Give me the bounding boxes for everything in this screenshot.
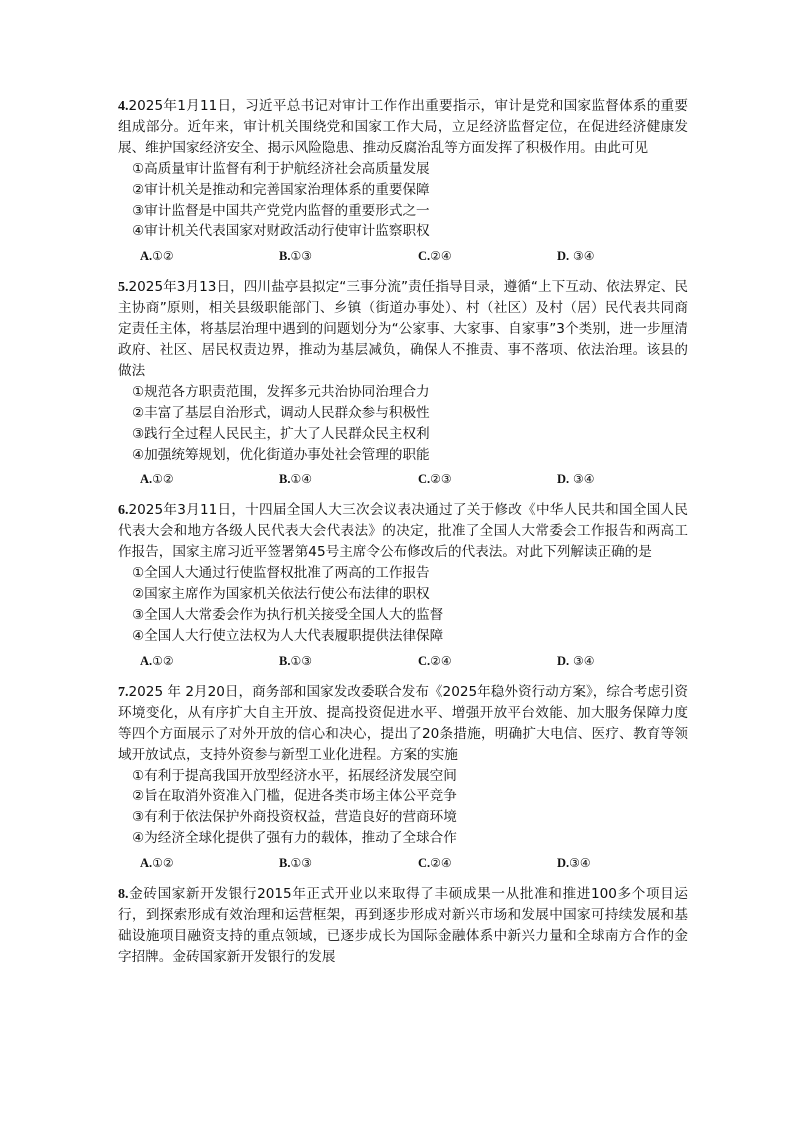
statement-item: ③践行全过程人民民主，扩大了人民群众民主权利 <box>132 425 430 442</box>
statement-item: ④加强统筹规划，优化街道办事处社会管理的职能 <box>132 446 430 463</box>
statement-item: ④全国人大行使立法权为人大代表履职提供法律保障 <box>132 627 444 644</box>
question-4 <box>118 96 688 267</box>
choice-a[interactable]: A.①② <box>140 472 174 487</box>
statement-item: ④审计机关代表国家对财政活动行使审计监察职权 <box>132 223 430 240</box>
choice-d[interactable]: D. ③④ <box>557 653 595 668</box>
question-text: 2025年1月11日，习近平总书记对审计工作作出重要指示，审计是党和国家监督体系的重要组成部分。近年来，审计机关围绕党和国家工作大局，立足经济监督定位，在促进经济健康发展、维护国家经济安全、揭示风险隐患、推动反腐治乱等方面发挥了积极作用。由此可见 <box>118 98 688 156</box>
statement-item: ①全国人大通过行使监督权批准了两高的工作报告 <box>132 565 430 582</box>
choice-a[interactable]: A.①② <box>140 249 174 264</box>
statement-list <box>118 159 688 242</box>
question-stem <box>118 884 688 968</box>
choice-b[interactable]: B.①③ <box>279 653 312 668</box>
statement-item: ③审计监督是中国共产党党内监督的重要形式之一 <box>132 202 430 219</box>
statement-item: ③全国人大常委会作为执行机关接受全国人大的监督 <box>132 606 444 623</box>
question-text: 2025 年 2月20日，商务部和国家发改委联合发布《2025年稳外资行动方案》，综合考虑引资环境变化，从有序扩大自主开放、提高投资促进水平、增强开放平台效能、加大服务保障力度等四个方面展示了对外开放的信心和决心，提出了20条措施，明确扩大电信、医疗、教育等领域开放试点，支持外资参与新型工业化进程。方案的实施 <box>118 683 688 763</box>
answer-choices <box>118 469 688 490</box>
statement-item: ①规范各方职责范围，发挥多元共治协同治理合力 <box>132 384 430 401</box>
choice-c[interactable]: C.②③ <box>418 472 452 487</box>
answer-choices <box>118 853 688 874</box>
choice-b[interactable]: B.①③ <box>279 855 312 870</box>
question-5 <box>118 277 688 490</box>
question-stem <box>118 682 688 766</box>
question-stem <box>118 500 688 563</box>
question-stem <box>118 96 688 159</box>
choice-d[interactable]: D. ③④ <box>557 472 595 487</box>
statement-item: ①高质量审计监督有利于护航经济社会高质量发展 <box>132 161 430 177</box>
statement-list <box>118 563 688 646</box>
statement-item: ②国家主席作为国家机关依法行使公布法律的职权 <box>132 586 430 603</box>
statement-item: ②丰富了基层自治形式，调动人民群众参与积极性 <box>132 404 430 421</box>
statement-item: ②审计机关是推动和完善国家治理体系的重要保障 <box>132 181 430 198</box>
question-number: 4. <box>118 99 129 114</box>
question-8 <box>118 884 688 968</box>
choice-d[interactable]: D.③④ <box>557 855 591 870</box>
question-number: 5. <box>118 280 129 296</box>
choice-b[interactable]: B.①③ <box>279 249 312 264</box>
choice-c[interactable]: C.②④ <box>418 855 452 870</box>
statement-item: ③有利于依法保护外商投资权益，营造良好的营商环境 <box>132 809 457 826</box>
question-7 <box>118 682 688 874</box>
choice-c[interactable]: C.②④ <box>418 249 452 264</box>
question-number: 6. <box>118 503 129 519</box>
choice-c[interactable]: C.②④ <box>418 653 452 668</box>
statement-list <box>118 766 688 849</box>
answer-choices <box>118 651 688 672</box>
choice-b[interactable]: B.①④ <box>279 472 312 487</box>
question-text: 金砖国家新开发银行2015年正式开业以来取得了丰硕成果一从批准和推进100多个项目运行，到探索形成有效治理和运营框架，再到逐步形成对新兴市场和发展中国家可持续发展和基础设施项目融资支持的重点领域，已逐步成长为国际金融体系中新兴力量和全球南方合作的金字招牌。金砖国家新开发银行的发展 <box>118 885 688 965</box>
choice-d[interactable]: D. ③④ <box>557 249 595 264</box>
choice-a[interactable]: A.①② <box>140 653 174 668</box>
statement-item: ①有利于提高我国开放型经济水平，拓展经济发展空间 <box>132 767 457 784</box>
choice-a[interactable]: A.①② <box>140 855 174 870</box>
exam-page <box>118 96 688 978</box>
question-stem <box>118 277 688 382</box>
answer-choices <box>118 246 688 267</box>
statement-item: ②旨在取消外资准入门槛，促进各类市场主体公平竞争 <box>132 788 457 805</box>
statement-item: ④为经济全球化提供了强有力的载体，推动了全球合作 <box>132 829 457 846</box>
question-6 <box>118 500 688 671</box>
question-number: 7. <box>118 684 129 700</box>
question-text: 2025年3月13日，四川盐亭县拟定“三事分流”责任指导目录，遵循“上下互动、依法界定、民主协商”原则，相关县级职能部门、乡镇（街道办事处）、村（社区）及村（居）民代表共同商定责任主体，将基层治理中遇到的问题划分为“公家事、大家事、自家事”3个类别，进一步厘清政府、社区、居民权责边界，推动为基层减负，确保人不推责、事不落项、依法治理。该县的做法 <box>118 279 688 380</box>
question-text: 2025年3月11日，十四届全国人大三次会议表决通过了关于修改《中华人民共和国全国人民代表大会和地方各级人民代表大会代表法》的决定，批准了全国人大常委会工作报告和两高工作报告，国家主席习近平签署第45号主席令公布修改后的代表法。对此下列解读正确的是 <box>118 502 688 561</box>
question-number: 8. <box>118 886 129 902</box>
statement-list <box>118 382 688 465</box>
